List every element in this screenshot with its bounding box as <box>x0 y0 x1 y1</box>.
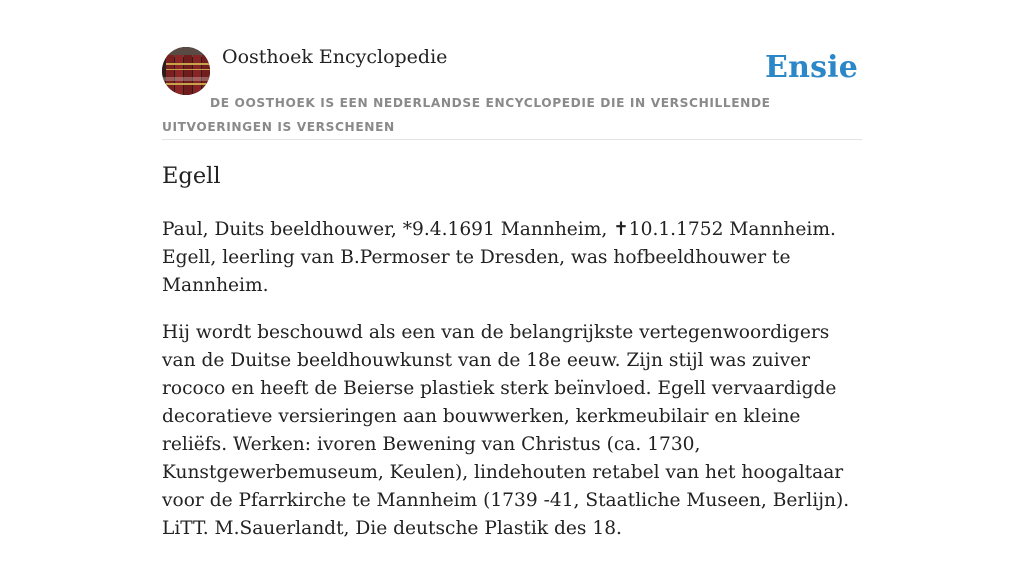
header-divider <box>162 139 862 140</box>
source-avatar[interactable] <box>162 47 210 95</box>
article-title: Egell <box>162 163 221 189</box>
source-name[interactable]: Oosthoek Encyclopedie <box>222 46 448 68</box>
article-body <box>162 216 867 562</box>
source-description: DE OOSTHOEK IS EEN NEDERLANDSE ENCYCLOPEDIE DIE IN VERSCHILLENDE UITVOERINGEN IS VERSCHENEN <box>162 96 771 134</box>
brand-logo[interactable]: Ensie <box>765 50 859 85</box>
article-paragraph: Paul, Duits beeldhouwer, *9.4.1691 Mannheim, ✝10.1.1752 Mannheim. Egell, leerling van B.Permoser te Dresden, was hofbeeldhouwer te Mannheim. <box>162 219 836 296</box>
book-spines-icon <box>162 47 210 95</box>
article-paragraph: Hij wordt beschouwd als een van de belangrijkste vertegenwoordigers van de Duitse beeldhouwkunst van de 18e eeuw. Zijn stijl was zuiver rococo en heeft de Beierse plastiek sterk beïnvloed. Egell vervaardigde decoratieve versieringen aan bouwwerken, kerkmeubilair en kleine reliëfs. Werken: ivoren Bewening van Christus (ca. 1730, Kunstgewerbemuseum, Keulen), lindehouten retabel van het hoogaltaar voor de Pfarrkirche te Mannheim (1739 -41, Staatliche Museen, Berlijn). LiTT. M.Sauerlandt, Die deutsche Plastik des 18. <box>162 322 850 539</box>
